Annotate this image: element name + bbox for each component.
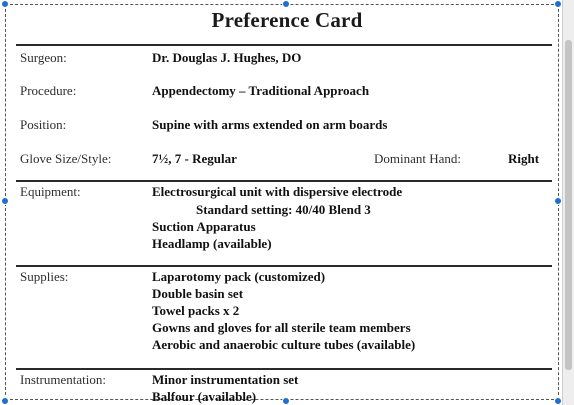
supplies-item: Aerobic and anaerobic culture tubes (available): [152, 337, 416, 352]
procedure-value: Appendectomy – Traditional Approach: [152, 83, 370, 98]
dominant-hand-value: Right: [508, 151, 540, 166]
vertical-scrollbar[interactable]: [562, 0, 574, 405]
resize-handle-top-right[interactable]: [554, 0, 562, 8]
supplies-item: Gowns and gloves for all sterile team members: [152, 320, 411, 335]
supplies-item: Laparotomy pack (customized): [152, 269, 326, 284]
divider-equipment: [16, 180, 552, 182]
resize-handle-middle-left[interactable]: [1, 197, 9, 205]
scrollbar-thumb[interactable]: [565, 40, 572, 370]
resize-handle-bottom-center[interactable]: [282, 397, 290, 405]
instrumentation-item: Balfour (available): [152, 389, 257, 404]
resize-handle-middle-right[interactable]: [554, 197, 562, 205]
resize-handle-top-left[interactable]: [1, 0, 9, 8]
page-title: Preference Card: [211, 8, 363, 32]
resize-handle-bottom-right[interactable]: [554, 397, 562, 405]
divider-supplies: [16, 265, 552, 267]
supplies-item: Double basin set: [152, 286, 244, 301]
position-label: Position:: [20, 117, 67, 132]
glove-size-value: 7½, 7 - Regular: [152, 151, 237, 166]
divider-instrumentation: [16, 368, 552, 370]
equipment-item: Headlamp (available): [152, 236, 272, 251]
resize-handle-bottom-left[interactable]: [1, 397, 9, 405]
surgeon-label: Surgeon:: [20, 50, 67, 65]
supplies-label: Supplies:: [20, 269, 69, 284]
equipment-item: Suction Apparatus: [152, 219, 256, 234]
dominant-hand-label: Dominant Hand:: [374, 151, 462, 166]
equipment-label: Equipment:: [20, 184, 81, 199]
resize-handle-top-center[interactable]: [282, 0, 290, 8]
procedure-label: Procedure:: [20, 83, 77, 98]
glove-size-label: Glove Size/Style:: [20, 151, 112, 166]
position-value: Supine with arms extended on arm boards: [152, 117, 388, 132]
instrumentation-label: Instrumentation:: [20, 372, 106, 387]
surgeon-value: Dr. Douglas J. Hughes, DO: [152, 50, 302, 65]
divider-top: [16, 44, 552, 46]
equipment-item: Electrosurgical unit with dispersive electrode: [152, 184, 403, 199]
equipment-item: Standard setting: 40/40 Blend 3: [196, 202, 371, 217]
instrumentation-item: Minor instrumentation set: [152, 372, 299, 387]
supplies-item: Towel packs x 2: [152, 303, 240, 318]
